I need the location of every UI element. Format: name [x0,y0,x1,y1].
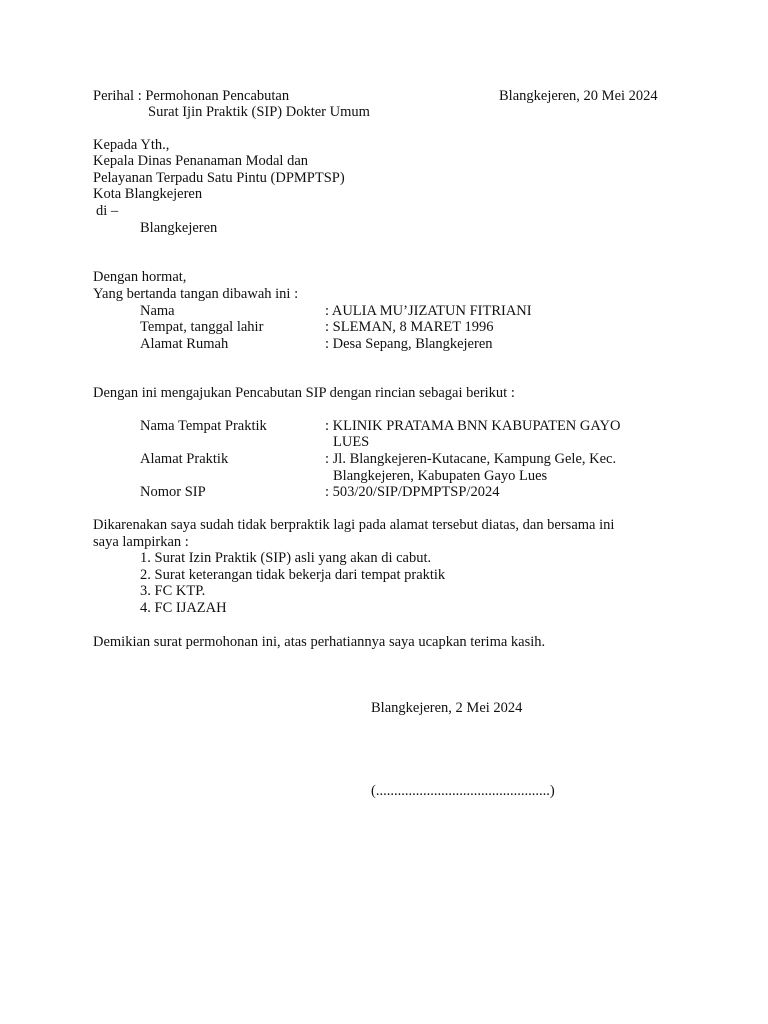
reason-line1: Dikarenakan saya sudah tidak berpraktik lagi pada alamat tersebut diatas, dan bersama ini [93,517,615,533]
recipient-line2: Pelayanan Terpadu Satu Pintu (DPMPTSP) [93,170,345,186]
letter-date: Blangkejeren, 20 Mei 2024 [499,88,658,104]
attachment-item: 3. FC KTP. [140,583,206,599]
practice-address-value-line1: : Jl. Blangkejeren-Kutacane, Kampung Gele, Kec. [325,451,617,467]
recipient-line3: Kota Blangkejeren [93,186,203,202]
recipient-place: Blangkejeren [140,220,218,236]
signature-date: Blangkejeren, 2 Mei 2024 [371,700,523,716]
greeting: Dengan hormat, [93,269,187,285]
perihal-label: Perihal : Permohonan Pencabutan [93,88,290,104]
signature-name-placeholder: (................................................) [371,783,555,799]
recipient-line1: Kepala Dinas Penanaman Modal dan [93,153,309,169]
attachment-item: 1. Surat Izin Praktik (SIP) asli yang akan di cabut. [140,550,432,566]
applicant-name-value: : AULIA MU’JIZATUN FITRIANI [325,303,532,319]
applicant-name-label: Nama [140,303,175,319]
recipient-salutation: Kepada Yth., [93,137,170,153]
reason-line2: saya lampirkan : [93,534,189,550]
practice-address-label: Alamat Praktik [140,451,229,467]
practice-address-value-line2: Blangkejeren, Kabupaten Gayo Lues [333,468,548,484]
applicant-birth-value: : SLEMAN, 8 MARET 1996 [325,319,494,335]
applicant-address-value: : Desa Sepang, Blangkejeren [325,336,493,352]
intro-text: Yang bertanda tangan dibawah ini : [93,286,299,302]
attachment-item: 2. Surat keterangan tidak bekerja dari tempat praktik [140,567,446,583]
closing-text: Demikian surat permohonan ini, atas perhatiannya saya ucapkan terima kasih. [93,634,546,650]
perihal-subject-line2: Surat Ijin Praktik (SIP) Dokter Umum [148,104,370,120]
sip-number-value: : 503/20/SIP/DPMPTSP/2024 [325,484,500,500]
practice-place-value-line1: : KLINIK PRATAMA BNN KABUPATEN GAYO [325,418,621,434]
attachment-item: 4. FC IJAZAH [140,600,227,616]
practice-place-value-line2: LUES [333,434,370,450]
practice-place-label: Nama Tempat Praktik [140,418,267,434]
request-intro: Dengan ini mengajukan Pencabutan SIP dengan rincian sebagai berikut : [93,385,515,401]
perihal-subject-line1: Permohonan Pencabutan [145,88,290,104]
applicant-address-label: Alamat Rumah [140,336,229,352]
sip-number-label: Nomor SIP [140,484,206,500]
recipient-di: di – [96,203,119,219]
applicant-birth-label: Tempat, tanggal lahir [140,319,264,335]
